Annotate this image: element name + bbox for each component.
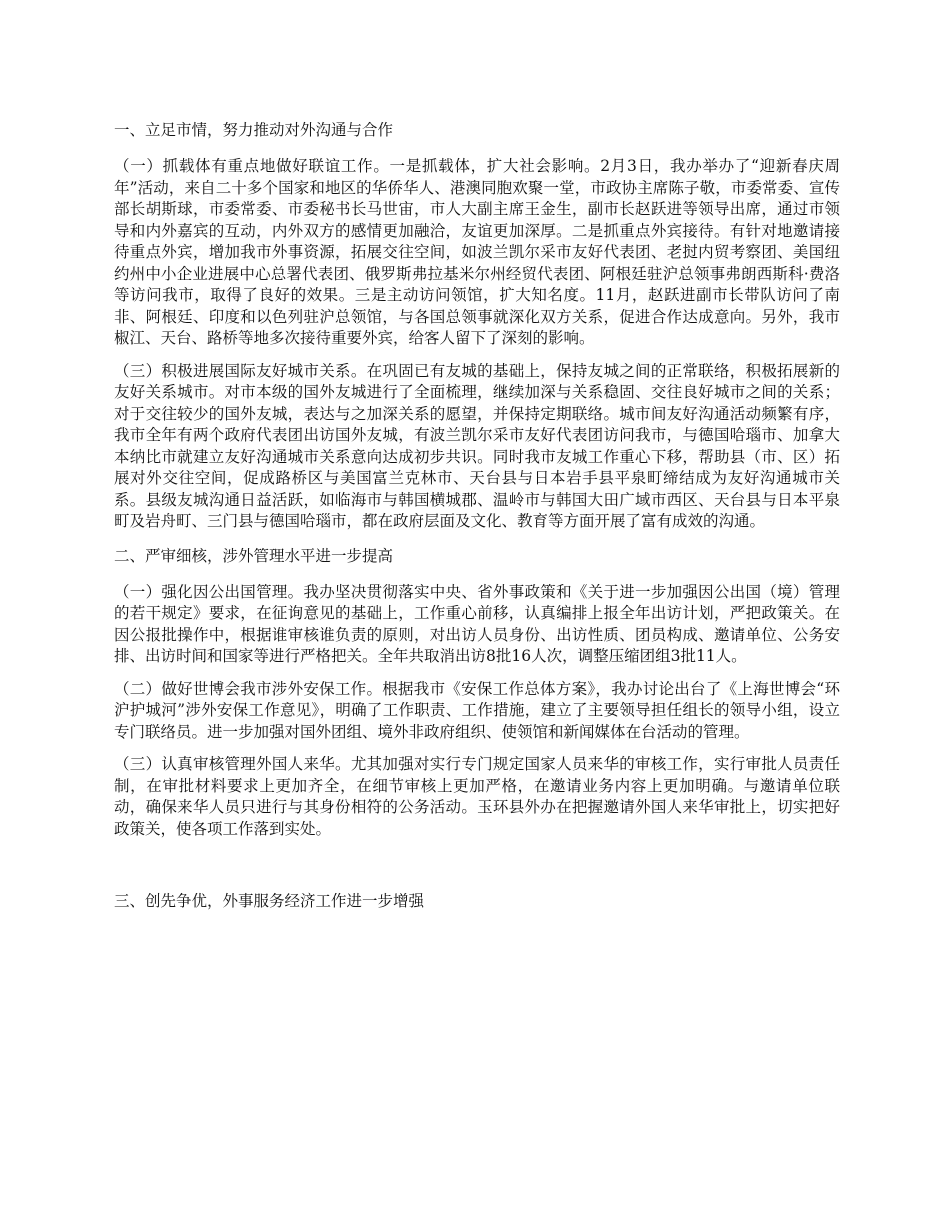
- paragraph: （三）积极进展国际友好城市关系。在巩固已有友城的基础上，保持友城之间的正常联络，积极拓展新的友好关系城市。对市本级的国外友城进行了全面梳理，继续加深与关系稳固、交往良好城市之间的关系；对于交往较少的国外友城，表达与之加深关系的愿望，并保持定期联络。城市间友好沟通活动频繁有序，我市全年有两个政府代表团出访国外友城，有波兰凯尔采市友好代表团访问我市，与德国哈瑙市、加拿大本纳比市就建立友好沟通城市关系意向达成初步共识。同时我市友城工作重心下移，帮助县（市、区）拓展对外交往空间，促成路桥区与美国富兰克林市、天台县与日本岩手县平泉町缔结成为友好沟通城市关系。县级友城沟通日益活跃，如临海市与韩国横城郡、温岭市与韩国大田广域市西区、天台县与日本平泉町及岩舟町、三门县与德国哈瑙市，都在政府层面及文化、教育等方面开展了富有成效的沟通。: [114, 361, 840, 530]
- paragraph: （三）认真审核管理外国人来华。尤其加强对实行专门规定国家人员来华的审核工作，实行审批人员责任制，在审批材料要求上更加齐全，在细节审核上更加严格，在邀请业务内容上更加明确。与邀请单位联动，确保来华人员只进行与其身份相符的公务活动。玉环县外办在把握邀请外国人来华审批上，切实把好政策关，使各项工作落到实处。: [114, 755, 840, 838]
- section-heading-3: 三、创先争优，外事服务经济工作进一步增强: [114, 892, 425, 910]
- spacer: [114, 851, 840, 889]
- paragraph: （一）强化因公出国管理。我办坚决贯彻落实中央、省外事政策和《关于进一步加强因公出国（境）管理的若干规定》要求，在征询意见的基础上，工作重心前移，认真编排上报全年出访计划，严把政策关。在因公报批操作中，根据谁审核谁负责的原则，对出访人员身份、出访性质、团员构成、邀请单位、公务安排、出访时间和国家等进行严格把关。全年共取消出访8批16人次，调整压缩团组3批11人。: [114, 582, 840, 665]
- paragraph: （一）抓载体有重点地做好联谊工作。一是抓载体，扩大社会影响。2月3日，我办举办了“迎新春庆周年”活动，来自二十多个国家和地区的华侨华人、港澳同胞欢聚一堂，市政协主席陈子敬，市委常委、宣传部长胡斯球，市委常委、市委秘书长马世宙，市人大副主席王金生，副市长赵跃进等领导出席，通过市领导和内外嘉宾的互动，内外双方的感情更加融洽，友谊更加深厚。二是抓重点外宾接待。有针对地邀请接待重点外宾，增加我市外事资源，拓展交往空间，如波兰凯尔采市友好代表团、老挝内贸考察团、美国纽约州中小企业进展中心总署代表团、俄罗斯弗拉基米尔州经贸代表团、阿根廷驻沪总领事弗朗西斯科·费洛等访问我市，取得了良好的效果。三是主动访问领馆，扩大知名度。11月，赵跃进副市长带队访问了南非、阿根廷、印度和以色列驻沪总领馆，与各国总领事就深化双方关系，促进合作达成意向。另外，我市椒江、天台、路桥等地多次接待重要外宾，给客人留下了深刻的影响。: [114, 157, 840, 347]
- section-heading-1: 一、立足市情，努力推动对外沟通与合作: [114, 121, 394, 139]
- paragraph: （二）做好世博会我市涉外安保工作。根据我市《安保工作总体方案》，我办讨论出台了《上海世博会“环沪护城河”涉外安保工作意见》，明确了工作职责、工作措施，建立了主要领导担任组长的领导小组，设立专门联络员。进一步加强对国外团组、境外非政府组织、使领馆和新闻媒体在台活动的管理。: [114, 679, 840, 741]
- section-heading-2: 二、严审细核，涉外管理水平进一步提高: [114, 546, 394, 565]
- document-body: [114, 118, 840, 927]
